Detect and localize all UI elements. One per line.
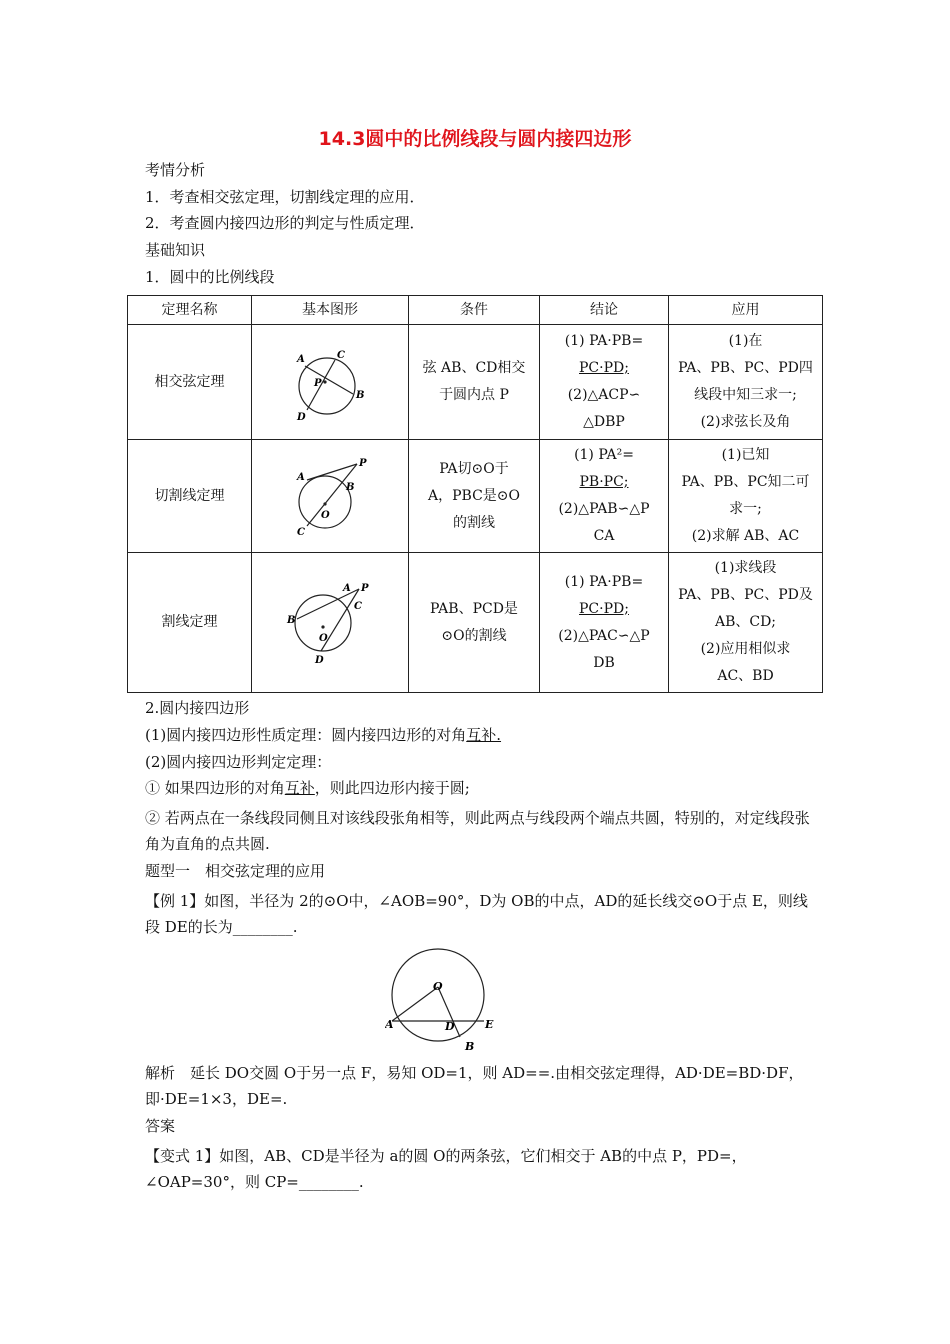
application-text: (2)应用相似求 — [700, 641, 791, 657]
fig-label: A — [385, 1018, 394, 1031]
paragraph — [145, 725, 501, 745]
problem-type-heading: 题型一 相交弦定理的应用 — [145, 862, 326, 880]
table-header-row — [128, 296, 823, 325]
application-text: 线段中知三求一; — [694, 387, 797, 403]
section-heading: 考情分析 — [145, 161, 206, 179]
underlined-answer: 互补 — [284, 779, 315, 797]
theorem-name: 相交弦定理 — [128, 325, 252, 440]
list-item: 2．考查圆内接四边形的判定与性质定理． — [145, 214, 425, 232]
fig-label: B — [346, 482, 355, 493]
conclusion-text: (1) PA·PB= — [564, 573, 644, 590]
conclusion-cell — [540, 553, 669, 693]
application-text: PA、PB、PC、PD四 — [678, 360, 813, 376]
conclusion-text: (1) PA·PB= — [564, 333, 644, 349]
table-row — [128, 440, 823, 553]
conclusion-cell — [540, 325, 669, 440]
fig-label: A — [297, 354, 305, 365]
theorem-table — [127, 295, 823, 693]
condition-cell — [409, 325, 540, 440]
conclusion-text: (1) PA²= — [574, 447, 634, 463]
condition-text: ⊙O的割线 — [441, 627, 507, 644]
fig-label: A — [297, 472, 305, 483]
list-item: 1．考查相交弦定理，切割线定理的应用． — [145, 188, 425, 206]
solution: 解析 延长 DO交圆 O于另一点 F，易知 OD=1，则 AD==.由相交弦定理得，AD·DE=BD·DF，即·DE=1×3，DE=. — [145, 1064, 804, 1108]
conclusion-text: (2)△PAB∽△P — [558, 501, 650, 517]
text: ，则此四边形内接于圆; — [314, 779, 470, 797]
condition-text: 的割线 — [453, 514, 495, 531]
conclusion-text: (2)△ACP∽ — [567, 387, 641, 403]
application-text: (1)已知 — [721, 447, 770, 463]
fig-label: P — [314, 378, 322, 389]
secant-figure — [285, 581, 375, 665]
figure-cell — [252, 553, 409, 693]
fig-label: D — [297, 412, 306, 422]
example-problem: 【例 1】如图，半径为 2的⊙O中，∠AOB=90°，D为 OB的中点，AD的延长线交⊙O于点 E，则线段 DE的长为________. — [145, 892, 808, 936]
figure-cell — [252, 325, 409, 440]
text: ① 如果四边形的对角 — [145, 779, 285, 797]
figure-cell — [252, 440, 409, 553]
application-text: (2)求解 AB、AC — [691, 528, 800, 544]
table-header: 结论 — [540, 296, 669, 325]
fig-label: C — [297, 527, 305, 536]
fig-label: D — [315, 654, 324, 665]
condition-text: PA切⊙O于 — [439, 460, 509, 477]
theorem-name: 切割线定理 — [128, 440, 252, 553]
condition-text: 于圆内点 P — [439, 387, 509, 403]
fig-label: O — [321, 510, 330, 521]
condition-text: A，PBC是⊙O — [428, 487, 520, 504]
variant-problem: 【变式 1】如图，AB、CD是半径为 a的圆 O的两条弦，它们相交于 AB的中点 P，PD=，∠OAP=30°，则 CP=________. — [145, 1147, 747, 1191]
application-cell — [669, 325, 823, 440]
conclusion-text: PC·PD; — [579, 600, 629, 617]
application-text: 求一; — [729, 501, 762, 517]
answer-label: 答案 — [145, 1117, 176, 1135]
application-text: AC、BD — [717, 668, 774, 684]
paragraph — [145, 778, 470, 798]
conclusion-cell — [540, 440, 669, 553]
table-row — [128, 553, 823, 693]
table-header: 定理名称 — [128, 296, 252, 325]
condition-text: PAB、PCD是 — [430, 600, 518, 617]
condition-cell — [409, 553, 540, 693]
page-title: 14.3圆中的比例线段与圆内接四边形 — [318, 128, 632, 150]
fig-label: D — [445, 1020, 455, 1033]
application-text: (1)求线段 — [714, 560, 777, 576]
fig-label: A — [343, 582, 351, 594]
table-row — [128, 325, 823, 440]
table-header: 基本图形 — [252, 296, 409, 325]
paragraph: ② 若两点在一条线段同侧且对该线段张角相等，则此两点与线段两个端点共圆，特别的，对定线段张角为直角的点共圆. — [145, 809, 810, 853]
paragraph: (2)圆内接四边形判定定理： — [145, 753, 332, 771]
application-text: (1)在 — [728, 333, 763, 349]
application-cell — [669, 440, 823, 553]
subsection-heading: 2.圆内接四边形 — [145, 699, 250, 717]
fig-label: O — [433, 980, 443, 993]
table-header: 条件 — [409, 296, 540, 325]
application-text: PA、PB、PC知二可 — [681, 474, 810, 490]
fig-label: C — [354, 600, 362, 612]
example-figure — [385, 946, 500, 1058]
application-text: PA、PB、PC、PD及 — [678, 587, 813, 603]
fig-label: C — [337, 350, 345, 361]
conclusion-text: PB·PC; — [579, 474, 629, 490]
conclusion-text: CA — [593, 528, 615, 544]
fig-label: B — [287, 614, 296, 626]
fig-label: P — [359, 458, 367, 469]
fig-label: O — [319, 632, 328, 644]
fig-label: B — [465, 1040, 475, 1053]
application-text: AB、CD; — [714, 614, 777, 630]
subsection-heading: 1．圆中的比例线段 — [145, 268, 275, 286]
condition-text: 弦 AB、CD相交 — [422, 360, 526, 376]
conclusion-text: (2)△PAC∽△P — [558, 627, 650, 644]
conclusion-text: △DBP — [583, 414, 625, 430]
fig-label: E — [485, 1018, 494, 1031]
tangent-secant-figure — [285, 456, 375, 536]
fig-label: P — [361, 582, 369, 594]
section-heading: 基础知识 — [145, 241, 206, 259]
application-text: (2)求弦长及角 — [700, 414, 791, 430]
conclusion-text: PC·PD; — [579, 360, 629, 376]
application-cell — [669, 553, 823, 693]
fig-label: B — [356, 390, 365, 401]
underlined-answer: 互补. — [466, 726, 502, 744]
text: (1)圆内接四边形性质定理：圆内接四边形的对角 — [145, 726, 467, 744]
intersecting-chords-figure — [285, 342, 375, 422]
conclusion-text: DB — [593, 654, 615, 671]
theorem-name: 割线定理 — [128, 553, 252, 693]
table-header: 应用 — [669, 296, 823, 325]
condition-cell — [409, 440, 540, 553]
